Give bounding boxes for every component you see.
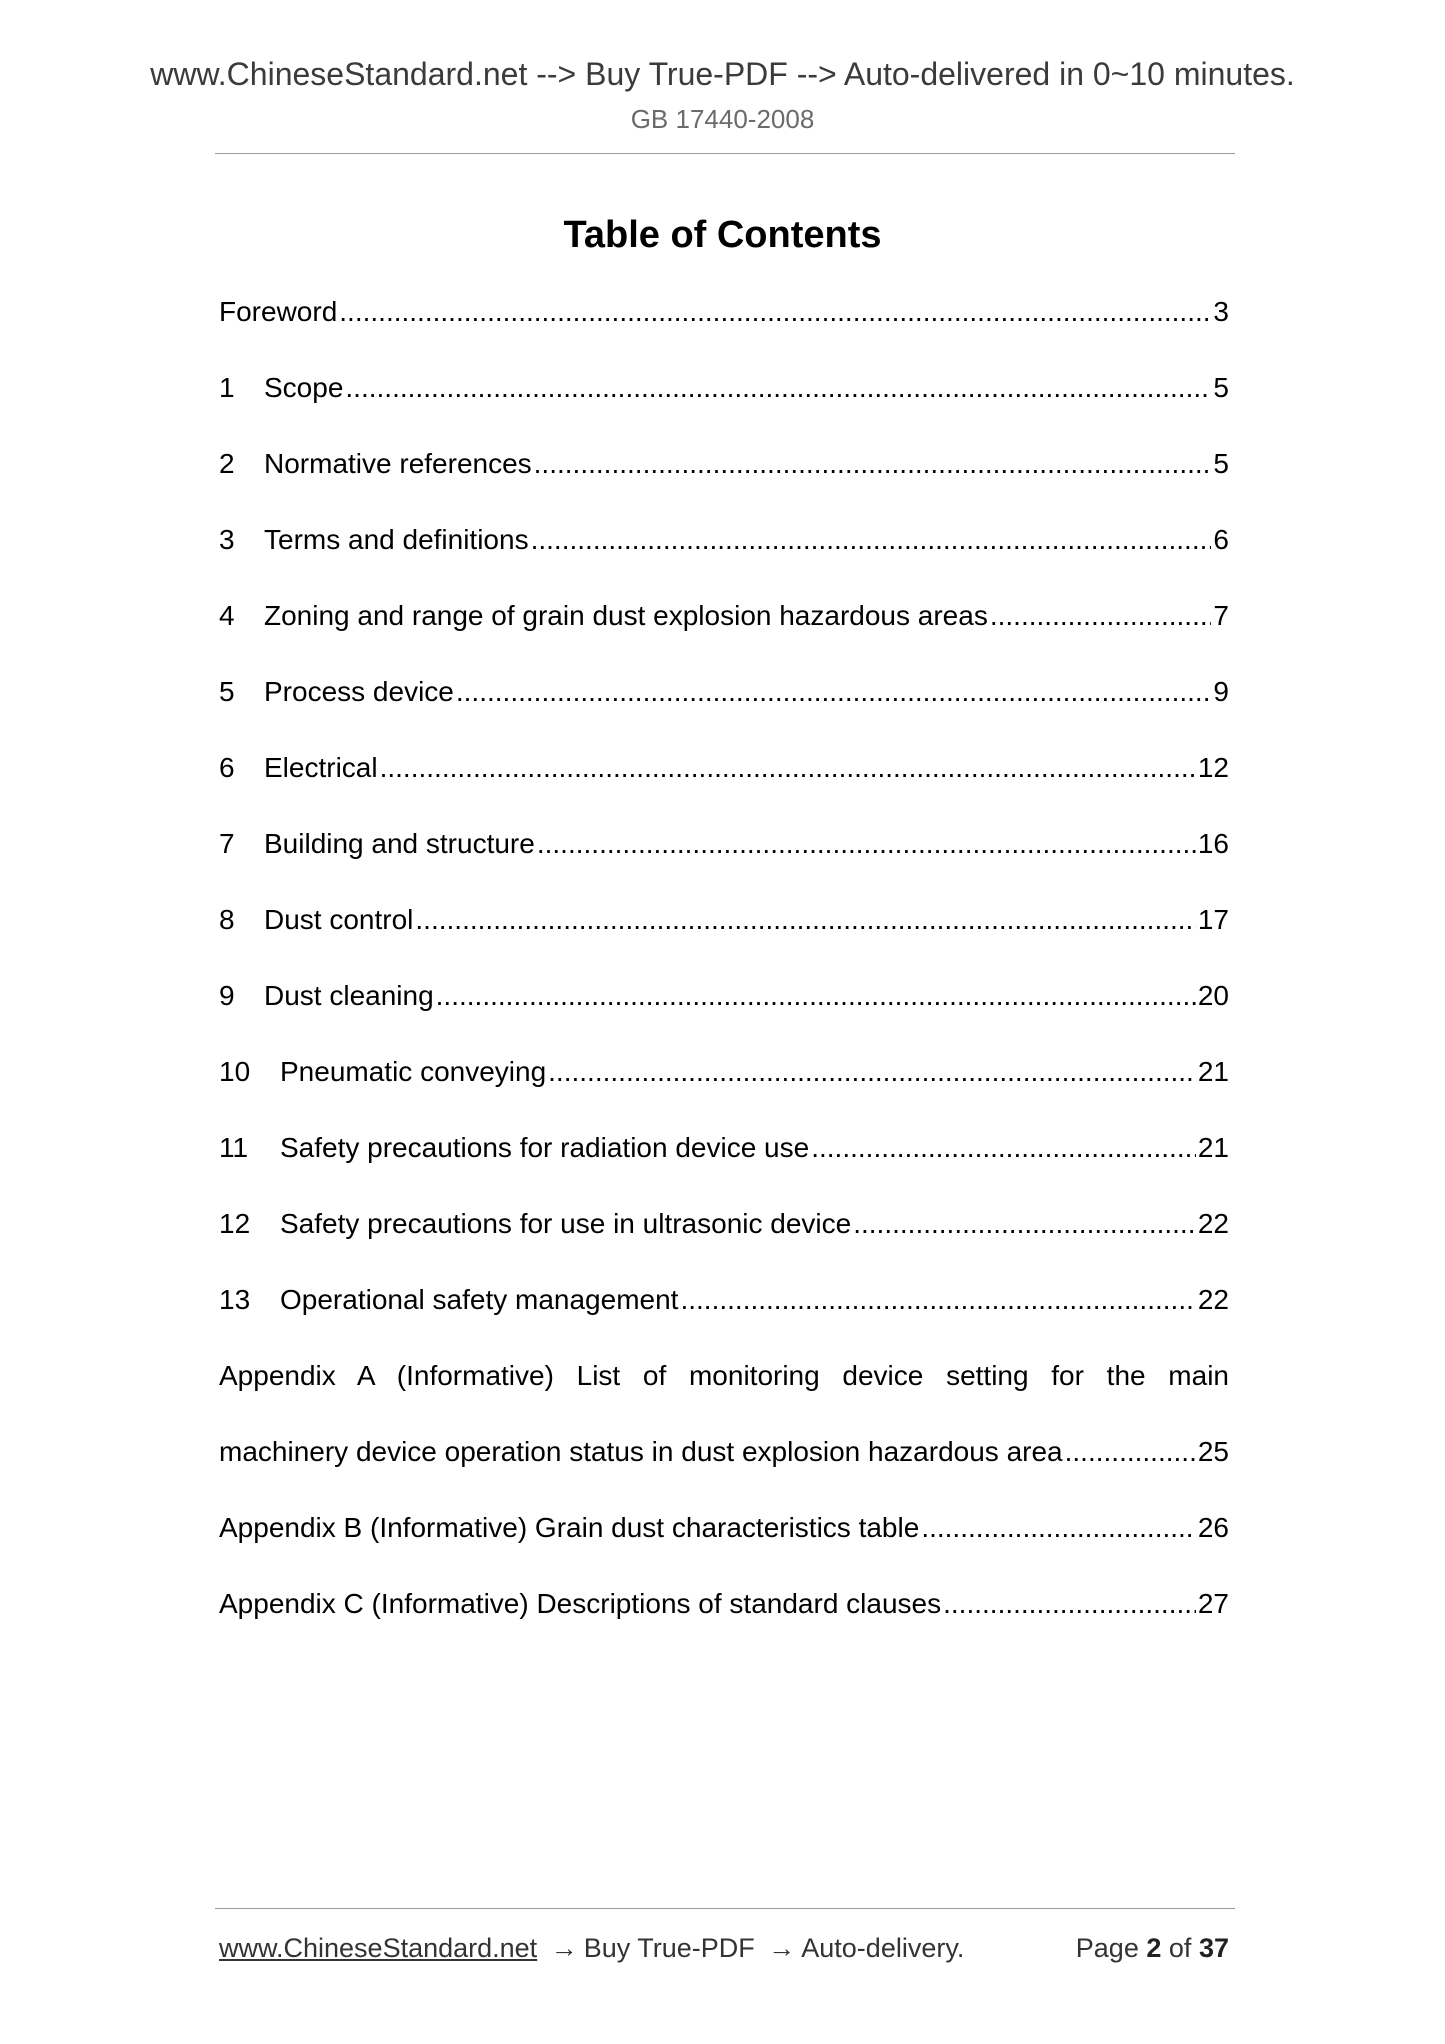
toc-page-number: 5	[1213, 448, 1229, 479]
toc-entry-title: Process device	[264, 676, 454, 707]
toc-entry-title: Safety precautions for use in ultrasonic device	[280, 1208, 852, 1239]
toc-entry-foreword[interactable]	[219, 294, 1229, 370]
dot-leader	[990, 598, 1212, 634]
toc-page-number: 7	[1213, 600, 1229, 631]
toc-section-number: 6	[219, 752, 235, 783]
dot-leader	[853, 1206, 1196, 1242]
toc-entry-title: Normative references	[264, 448, 532, 479]
dot-leader	[436, 978, 1196, 1014]
toc-entry-title: Operational safety management	[280, 1284, 679, 1315]
standard-code: GB 17440-2008	[630, 104, 815, 134]
toc-entry-title: Safety precautions for radiation device use	[280, 1132, 810, 1163]
site-banner: www.ChineseStandard.net --> Buy True-PDF --> Auto-delivered in 0~10 minutes.	[150, 56, 1295, 92]
toc-entry-title: Zoning and range of grain dust explosion hazardous areas	[264, 600, 988, 631]
toc-entry-pneumatic-conveying[interactable]	[219, 1054, 1229, 1130]
toc-section-number: 10	[219, 1056, 251, 1087]
page-label: Page	[1075, 1933, 1139, 1963]
dot-leader	[537, 826, 1196, 862]
page-footer	[219, 1930, 1229, 1966]
toc-entry-zoning[interactable]	[219, 598, 1229, 674]
toc-section-number: 4	[219, 600, 235, 631]
dot-leader	[339, 294, 1211, 330]
toc-section-number: 8	[219, 904, 235, 935]
dot-leader	[534, 446, 1212, 482]
toc-page-number: 5	[1213, 372, 1229, 403]
toc-entry-title: Dust control	[264, 904, 414, 935]
toc-entry-appendix-b[interactable]	[219, 1510, 1229, 1586]
footer-buy-text: Buy True-PDF	[583, 1933, 755, 1963]
footer-divider	[215, 1908, 1235, 1909]
dot-leader	[921, 1510, 1196, 1546]
toc-entry-building-structure[interactable]	[219, 826, 1229, 902]
toc-entry-title: machinery device operation status in dust explosion hazardous area	[219, 1436, 1063, 1467]
toc-entry-dust-cleaning[interactable]	[219, 978, 1229, 1054]
dot-leader	[1065, 1434, 1196, 1470]
toc-entry-title: Appendix A (Informative) List of monitoring device setting for the main	[219, 1360, 1229, 1391]
toc-page-number: 20	[1197, 980, 1229, 1011]
toc-entry-title: Building and structure	[264, 828, 535, 859]
toc-entry-appendix-c[interactable]	[219, 1586, 1229, 1662]
toc-entry-title: Scope	[264, 372, 344, 403]
toc-entry-process-device[interactable]	[219, 674, 1229, 750]
arrow-right-icon: →	[550, 1933, 578, 1963]
dot-leader	[380, 750, 1196, 786]
footer-site-link[interactable]: www.ChineseStandard.net	[219, 1933, 538, 1963]
dot-leader	[811, 1130, 1196, 1166]
toc-page-number: 17	[1197, 904, 1229, 935]
toc-page-number: 26	[1197, 1512, 1229, 1543]
toc-section-number: 3	[219, 524, 235, 555]
table-of-contents	[219, 294, 1229, 1662]
page-indicator	[1076, 1930, 1229, 1966]
dot-leader	[680, 1282, 1195, 1318]
toc-page-number: 6	[1213, 524, 1229, 555]
toc-page-number: 27	[1197, 1588, 1229, 1619]
toc-entry-title: Appendix C (Informative) Descriptions of standard clauses	[219, 1588, 942, 1619]
toc-entry-title: Electrical	[264, 752, 378, 783]
arrow-right-icon: →	[768, 1933, 796, 1963]
dot-leader	[531, 522, 1212, 558]
dot-leader	[943, 1586, 1196, 1622]
current-page-number: 2	[1146, 1933, 1162, 1963]
toc-section-number: 5	[219, 676, 235, 707]
toc-section-number: 2	[219, 448, 235, 479]
toc-page-number: 22	[1197, 1208, 1229, 1239]
page-title: Table of Contents	[563, 214, 882, 256]
toc-entry-electrical[interactable]	[219, 750, 1229, 826]
toc-page-number: 9	[1213, 676, 1229, 707]
toc-page-number: 21	[1197, 1056, 1229, 1087]
toc-entry-dust-control[interactable]	[219, 902, 1229, 978]
toc-entry-normative-references[interactable]	[219, 446, 1229, 522]
toc-section-number: 9	[219, 980, 235, 1011]
toc-section-number: 12	[219, 1208, 251, 1239]
toc-entry-appendix-a-line1[interactable]	[219, 1358, 1229, 1434]
toc-entry-title: Appendix B (Informative) Grain dust characteristics table	[219, 1512, 920, 1543]
toc-entry-title: Terms and definitions	[264, 524, 529, 555]
dot-leader	[456, 674, 1212, 710]
dot-leader	[548, 1054, 1196, 1090]
toc-entry-title: Foreword	[219, 296, 338, 327]
header-divider	[215, 153, 1235, 154]
dot-leader	[345, 370, 1211, 406]
toc-entry-operational-safety[interactable]	[219, 1282, 1229, 1358]
toc-entry-radiation-safety[interactable]	[219, 1130, 1229, 1206]
toc-section-number: 13	[219, 1284, 251, 1315]
toc-entry-terms-definitions[interactable]	[219, 522, 1229, 598]
toc-entry-appendix-a-line2[interactable]	[219, 1434, 1229, 1510]
total-pages-number: 37	[1198, 1933, 1229, 1963]
toc-page-number: 3	[1213, 296, 1229, 327]
toc-page-number: 16	[1197, 828, 1229, 859]
toc-entry-ultrasonic-safety[interactable]	[219, 1206, 1229, 1282]
toc-entry-title: Dust cleaning	[264, 980, 434, 1011]
toc-entry-title: Pneumatic conveying	[280, 1056, 547, 1087]
toc-page-number: 25	[1197, 1436, 1229, 1467]
footer-left	[219, 1930, 964, 1966]
toc-page-number: 12	[1197, 752, 1229, 783]
toc-section-number: 11	[219, 1132, 249, 1163]
toc-section-number: 7	[219, 828, 235, 859]
toc-entry-scope[interactable]	[219, 370, 1229, 446]
toc-section-number: 1	[219, 372, 235, 403]
toc-page-number: 22	[1197, 1284, 1229, 1315]
dot-leader	[415, 902, 1195, 938]
toc-page-number: 21	[1197, 1132, 1229, 1163]
page-of-label: of	[1168, 1933, 1192, 1963]
footer-delivery-text: Auto-delivery.	[801, 1933, 965, 1963]
